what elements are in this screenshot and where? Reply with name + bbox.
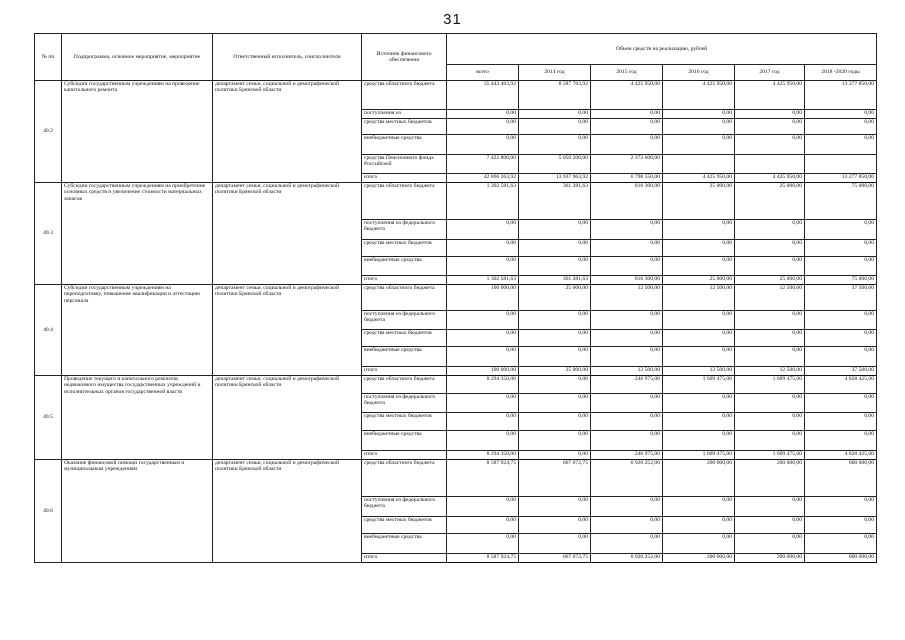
amount-cell: 0,00 (591, 330, 663, 347)
amount-cell: 25 000,00 (663, 183, 735, 220)
amount-cell: 0,00 (663, 240, 735, 257)
amount-cell: 0,00 (735, 497, 805, 517)
amount-cell: 0,00 (519, 110, 591, 119)
amount-cell: 0,00 (519, 497, 591, 517)
amount-cell: 200 000,00 (663, 554, 735, 563)
amount-cell: 0,00 (519, 119, 591, 135)
funding-source: средства местных бюджетов (362, 119, 447, 135)
funding-source: средства областного бюджета (362, 285, 447, 311)
funding-source: средства областного бюджета (362, 183, 447, 220)
amount-cell: 0,00 (663, 394, 735, 413)
amount-cell: 0,00 (735, 330, 805, 347)
amount-cell: 0,00 (519, 394, 591, 413)
header-source: Источник финансового обеспечения (362, 34, 447, 81)
amount-cell: 4 425 950,00 (663, 174, 735, 183)
amount-cell: 42 866 263,92 (447, 174, 519, 183)
funding-source: средства местных бюджетов (362, 240, 447, 257)
section-title: Проведение текущего и капитального ремонтов недвижимого имущества государственных учреждений и исполнительных органов государственной власти (62, 376, 213, 460)
amount-cell: 0,00 (735, 413, 805, 431)
amount-cell: 200 000,00 (663, 460, 735, 497)
amount-cell: 0,00 (447, 497, 519, 517)
amount-cell: 0,00 (519, 534, 591, 554)
amount-cell: 0,00 (519, 431, 591, 451)
amount-cell: 13 937 963,92 (519, 174, 591, 183)
amount-cell: 0,00 (447, 330, 519, 347)
amount-cell: 0,00 (663, 119, 735, 135)
amount-cell: 200 000,00 (735, 554, 805, 563)
amount-cell: 7 422 800,00 (447, 155, 519, 174)
amount-cell: 12 500,00 (735, 367, 805, 376)
amount-cell: 0,00 (447, 413, 519, 431)
amount-cell: 1 302 581,63 (447, 276, 519, 285)
amount-cell: 4 828 425,00 (805, 376, 877, 394)
funding-source: итого (362, 451, 447, 460)
amount-cell: 8 294 350,00 (447, 451, 519, 460)
amount-cell: 8 587 763,92 (519, 81, 591, 110)
amount-cell: 37 500,00 (805, 367, 877, 376)
amount-cell: 0,00 (519, 330, 591, 347)
amount-cell: 0,00 (447, 311, 519, 330)
amount-cell: 361 281,63 (519, 183, 591, 220)
amount-cell: 0,00 (663, 517, 735, 534)
amount-cell: 0,00 (805, 311, 877, 330)
amount-cell: 13 277 850,00 (805, 81, 877, 110)
amount-cell: 0,00 (591, 394, 663, 413)
amount-cell: 25 000,00 (735, 183, 805, 220)
amount-cell: 35 443 463,92 (447, 81, 519, 110)
funding-source: поступления из федерального бюджета (362, 311, 447, 330)
amount-cell: 0,00 (591, 240, 663, 257)
section-code: 40.2 (35, 81, 62, 183)
section-code: 40.3 (35, 183, 62, 285)
amount-cell: 0,00 (447, 517, 519, 534)
amount-cell: 100 000,00 (447, 285, 519, 311)
amount-cell: 12 500,00 (735, 285, 805, 311)
header-year-2018-2020: 2018 -2020 годы (805, 65, 877, 81)
header-year-2016: 2016 год (663, 65, 735, 81)
amount-cell: 0,00 (447, 119, 519, 135)
amount-cell: 6 798 550,00 (591, 174, 663, 183)
funding-source: внебюджетные средства (362, 347, 447, 367)
amount-cell (663, 155, 735, 174)
amount-cell: 0,00 (735, 240, 805, 257)
funding-source: средства местных бюджетов (362, 413, 447, 431)
funding-source: итого (362, 367, 447, 376)
amount-cell: 0,00 (519, 517, 591, 534)
amount-cell: 0,00 (663, 135, 735, 155)
amount-cell (735, 155, 805, 174)
amount-cell: 0,00 (447, 240, 519, 257)
funding-source: средства местных бюджетов (362, 330, 447, 347)
header-volume: Объем средств на реализацию, рублей (447, 34, 877, 65)
amount-cell: 0,00 (663, 110, 735, 119)
amount-cell: 37 500,00 (805, 285, 877, 311)
amount-cell: 6 920 252,00 (591, 460, 663, 497)
amount-cell: 0,00 (447, 347, 519, 367)
amount-cell: 0,00 (663, 330, 735, 347)
amount-cell: 0,00 (519, 376, 591, 394)
funding-source: средства областного бюджета (362, 460, 447, 497)
amount-cell: 0,00 (805, 413, 877, 431)
amount-cell: 8 294 350,00 (447, 376, 519, 394)
amount-cell: 0,00 (447, 534, 519, 554)
amount-cell: 1 609 475,00 (735, 451, 805, 460)
amount-cell: 1 302 581,63 (447, 183, 519, 220)
amount-cell: 12 500,00 (663, 367, 735, 376)
amount-cell: 75 000,00 (805, 183, 877, 220)
table-body (35, 81, 877, 563)
amount-cell: 0,00 (663, 497, 735, 517)
funding-source: итого (362, 554, 447, 563)
header-year-2017: 2017 год (735, 65, 805, 81)
funding-source: поступления из федерального бюджета (362, 220, 447, 240)
amount-cell: 0,00 (519, 451, 591, 460)
amount-cell: 0,00 (735, 119, 805, 135)
header-year-2014: 2014 год (519, 65, 591, 81)
amount-cell: 0,00 (591, 413, 663, 431)
funding-source: внебюджетные средства (362, 431, 447, 451)
amount-cell: 0,00 (447, 135, 519, 155)
amount-cell: 1 609 475,00 (663, 376, 735, 394)
header-program: Подпрограмма, основное мероприятие, мероприятие (62, 34, 213, 81)
amount-cell: 0,00 (519, 240, 591, 257)
amount-cell: 0,00 (591, 220, 663, 240)
amount-cell: 0,00 (805, 497, 877, 517)
amount-cell: 0,00 (591, 257, 663, 276)
funding-source: средства областного бюджета (362, 376, 447, 394)
amount-cell: 0,00 (735, 394, 805, 413)
amount-cell: 0,00 (447, 257, 519, 276)
amount-cell: 13 277 850,00 (805, 174, 877, 183)
amount-cell: 12 500,00 (663, 285, 735, 311)
amount-cell: 0,00 (735, 110, 805, 119)
amount-cell: 8 587 924,75 (447, 460, 519, 497)
amount-cell: 4 425 950,00 (591, 81, 663, 110)
section-executor: департамент семьи, социальной и демографической политики Брянской области (213, 376, 362, 460)
header-year-total: всего (447, 65, 519, 81)
amount-cell: 200 000,00 (735, 460, 805, 497)
amount-cell: 0,00 (805, 517, 877, 534)
section-title: Оказание финансовой помощи государственным и муниципальным учреждениям (62, 460, 213, 563)
amount-cell: 1 609 475,00 (735, 376, 805, 394)
amount-cell: 0,00 (447, 431, 519, 451)
amount-cell: 5 050 200,00 (519, 155, 591, 174)
amount-cell: 25 000,00 (519, 367, 591, 376)
amount-cell: 667 672,75 (519, 554, 591, 563)
amount-cell (805, 155, 877, 174)
funding-source: средства областного бюджета (362, 81, 447, 110)
section-title: Субсидии государственным учреждениям на приобретение основных средств и увеличение стоимости материальных запасов (62, 183, 213, 285)
section-executor: департамент семьи, социальной и демографической политики Брянской области (213, 285, 362, 376)
funding-source: внебюджетные средства (362, 534, 447, 554)
amount-cell: 0,00 (735, 135, 805, 155)
section-executor: департамент семьи, социальной и демографической политики Брянской области (213, 183, 362, 285)
amount-cell: 361 281,63 (519, 276, 591, 285)
amount-cell: 0,00 (591, 534, 663, 554)
amount-cell: 0,00 (805, 394, 877, 413)
amount-cell: 75 000,00 (805, 276, 877, 285)
amount-cell: 0,00 (591, 135, 663, 155)
amount-cell: 4 425 950,00 (735, 81, 805, 110)
funding-source: поступления из федерального бюджета (362, 394, 447, 413)
amount-cell: 816 300,00 (591, 276, 663, 285)
amount-cell: 0,00 (663, 220, 735, 240)
amount-cell: 0,00 (735, 220, 805, 240)
amount-cell: 0,00 (735, 347, 805, 367)
amount-cell: 8 587 924,75 (447, 554, 519, 563)
amount-cell: 0,00 (805, 240, 877, 257)
funding-source: итого (362, 276, 447, 285)
amount-cell: 100 000,00 (447, 367, 519, 376)
funding-source: средства местных бюджетов (362, 517, 447, 534)
amount-cell: 12 500,00 (591, 367, 663, 376)
amount-cell: 2 372 600,00 (591, 155, 663, 174)
amount-cell: 667 672,75 (519, 460, 591, 497)
amount-cell: 0,00 (805, 110, 877, 119)
funding-source: итого (362, 174, 447, 183)
header-executor: Ответственный исполнитель, соисполнители (213, 34, 362, 81)
amount-cell: 0,00 (663, 534, 735, 554)
section-code: 40.6 (35, 460, 62, 563)
amount-cell: 0,00 (591, 110, 663, 119)
page-number: 31 (443, 11, 462, 28)
amount-cell: 0,00 (519, 347, 591, 367)
funding-source: внебюджетные средства (362, 257, 447, 276)
amount-cell: 600 000,00 (805, 554, 877, 563)
amount-cell: 0,00 (519, 257, 591, 276)
amount-cell: 0,00 (447, 394, 519, 413)
funding-source: средства Пенсионного фонда Российской (362, 155, 447, 174)
table-row (35, 376, 877, 394)
amount-cell: 12 500,00 (591, 285, 663, 311)
section-title: Субсидии государственным учреждениям на проведение капитального ремонта (62, 81, 213, 183)
amount-cell: 25 000,00 (735, 276, 805, 285)
financing-table (34, 33, 877, 563)
amount-cell: 0,00 (735, 534, 805, 554)
header-num: № пп (35, 34, 62, 81)
amount-cell: 0,00 (663, 431, 735, 451)
amount-cell: 0,00 (591, 497, 663, 517)
amount-cell: 0,00 (805, 347, 877, 367)
amount-cell: 0,00 (591, 119, 663, 135)
amount-cell: 246 975,00 (591, 451, 663, 460)
section-code: 40.5 (35, 376, 62, 460)
amount-cell: 0,00 (519, 135, 591, 155)
amount-cell: 1 609 475,00 (663, 451, 735, 460)
amount-cell: 4 425 950,00 (735, 174, 805, 183)
amount-cell: 0,00 (663, 257, 735, 276)
amount-cell: 0,00 (805, 431, 877, 451)
amount-cell: 0,00 (735, 517, 805, 534)
table-row (35, 183, 877, 220)
amount-cell: 0,00 (591, 431, 663, 451)
amount-cell: 25 000,00 (663, 276, 735, 285)
funding-source: внебюджетные средства (362, 135, 447, 155)
amount-cell: 0,00 (805, 330, 877, 347)
funding-source: поступления из федерального бюджета (362, 497, 447, 517)
amount-cell: 0,00 (519, 413, 591, 431)
amount-cell: 4 828 425,00 (805, 451, 877, 460)
amount-cell: 25 000,00 (519, 285, 591, 311)
amount-cell: 0,00 (447, 110, 519, 119)
table-row (35, 460, 877, 497)
amount-cell: 0,00 (805, 220, 877, 240)
table-row (35, 285, 877, 311)
amount-cell: 4 425 950,00 (663, 81, 735, 110)
amount-cell: 0,00 (735, 311, 805, 330)
section-executor: департамент семьи, социальной и демографической политики Брянской области (213, 460, 362, 563)
amount-cell: 0,00 (519, 311, 591, 330)
amount-cell: 0,00 (519, 220, 591, 240)
amount-cell: 0,00 (591, 517, 663, 534)
amount-cell: 0,00 (735, 257, 805, 276)
amount-cell: 0,00 (805, 119, 877, 135)
amount-cell: 0,00 (447, 220, 519, 240)
section-title: Субсидии государственным учреждениям на переподготовку, повышение квалификации и аттестацию персонала (62, 285, 213, 376)
amount-cell: 0,00 (663, 413, 735, 431)
amount-cell: 816 300,00 (591, 183, 663, 220)
amount-cell: 0,00 (591, 347, 663, 367)
section-code: 40.4 (35, 285, 62, 376)
amount-cell: 0,00 (663, 311, 735, 330)
table-row (35, 81, 877, 110)
header-year-2015: 2015 год (591, 65, 663, 81)
amount-cell: 6 920 252,00 (591, 554, 663, 563)
amount-cell: 0,00 (805, 534, 877, 554)
amount-cell: 0,00 (735, 431, 805, 451)
section-executor: департамент семьи, социальной и демографической политики Брянской области (213, 81, 362, 183)
amount-cell: 246 975,00 (591, 376, 663, 394)
amount-cell: 600 000,00 (805, 460, 877, 497)
amount-cell: 0,00 (663, 347, 735, 367)
amount-cell: 0,00 (591, 311, 663, 330)
amount-cell: 0,00 (805, 257, 877, 276)
amount-cell: 0,00 (805, 135, 877, 155)
funding-source: поступления из (362, 110, 447, 119)
